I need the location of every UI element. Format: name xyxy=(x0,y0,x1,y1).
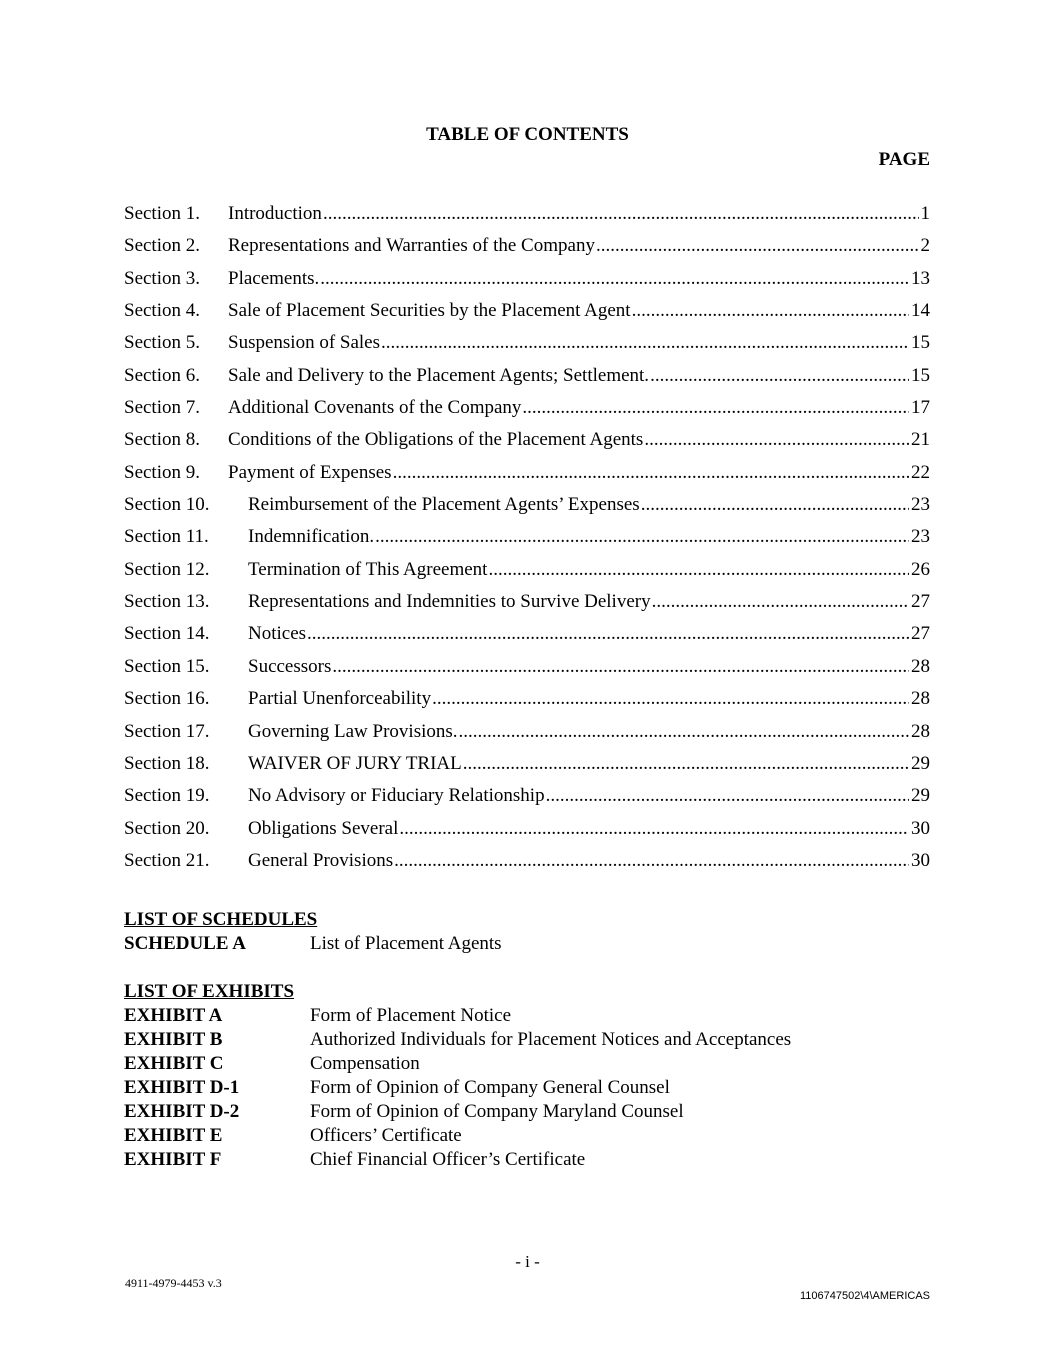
toc-entry xyxy=(124,623,930,655)
toc-entry xyxy=(124,721,930,753)
toc-page-number: 1 xyxy=(920,203,930,224)
toc-section-title: Termination of This Agreement xyxy=(248,558,488,580)
toc-entry xyxy=(124,235,930,267)
footer-page-number: - i - xyxy=(515,1252,540,1271)
toc-dot-leader xyxy=(650,365,909,387)
toc-page-number: 17 xyxy=(911,397,930,419)
toc-section-number: Section 15. xyxy=(124,655,210,677)
toc-section-title: Additional Covenants of the Company xyxy=(228,397,522,419)
exhibit-item xyxy=(124,1124,930,1148)
table-of-contents xyxy=(124,203,930,882)
toc-section-title: Suspension of Sales xyxy=(228,332,380,354)
exhibit-item-label: EXHIBIT F xyxy=(124,1149,222,1170)
toc-entry xyxy=(124,429,930,461)
toc-dot-leader xyxy=(432,688,909,710)
toc-entry xyxy=(124,397,930,429)
toc-entry xyxy=(124,753,930,785)
exhibit-item-description: Authorized Individuals for Placement Notices and Acceptances xyxy=(310,1029,792,1050)
toc-section-title: Governing Law Provisions. xyxy=(248,720,458,742)
toc-section-number: Section 2. xyxy=(124,235,200,257)
toc-page-number: 21 xyxy=(911,429,930,451)
toc-page-number: 23 xyxy=(911,494,930,516)
toc-dot-leader xyxy=(652,591,909,613)
exhibit-item xyxy=(124,1004,930,1028)
page-title: TABLE OF CONTENTS xyxy=(426,124,629,145)
exhibit-item-description: Form of Placement Notice xyxy=(310,1005,512,1026)
exhibit-item xyxy=(124,1052,930,1076)
toc-entry xyxy=(124,203,930,235)
toc-entry xyxy=(124,526,930,558)
toc-section-number: Section 8. xyxy=(124,429,200,451)
toc-entry xyxy=(124,559,930,591)
toc-section-number: Section 14. xyxy=(124,623,210,645)
toc-section-title: Representations and Indemnities to Survive Delivery xyxy=(248,591,651,613)
exhibit-item-label: EXHIBIT B xyxy=(124,1029,223,1050)
toc-entry xyxy=(124,785,930,817)
toc-page-number: 28 xyxy=(911,720,930,742)
toc-section-number: Section 20. xyxy=(124,817,210,839)
toc-dot-leader xyxy=(488,559,909,581)
toc-page-number: 13 xyxy=(911,267,930,289)
toc-page-number: 28 xyxy=(911,688,930,710)
toc-dot-leader xyxy=(463,753,909,775)
toc-section-number: Section 16. xyxy=(124,688,210,710)
exhibit-item xyxy=(124,1100,930,1124)
exhibit-item-description: Officers’ Certificate xyxy=(310,1125,462,1146)
toc-section-number: Section 5. xyxy=(124,332,200,354)
toc-section-number: Section 19. xyxy=(124,785,210,807)
toc-dot-leader xyxy=(632,300,909,322)
toc-section-title: Placements. xyxy=(228,267,320,289)
toc-section-number: Section 13. xyxy=(124,591,210,613)
toc-section-number: Section 10. xyxy=(124,494,210,516)
toc-page-number: 15 xyxy=(911,332,930,354)
toc-entry xyxy=(124,268,930,300)
toc-section-number: Section 21. xyxy=(124,849,210,871)
toc-entry xyxy=(124,656,930,688)
toc-section-title: Successors xyxy=(248,655,332,677)
exhibit-item-label: EXHIBIT A xyxy=(124,1005,223,1026)
toc-dot-leader xyxy=(394,850,909,872)
toc-dot-leader xyxy=(546,785,909,807)
toc-page-number: 22 xyxy=(911,461,930,483)
toc-section-number: Section 18. xyxy=(124,752,210,774)
toc-page-number: 14 xyxy=(911,300,930,322)
exhibits-heading: LIST OF EXHIBITS xyxy=(124,981,295,1002)
exhibit-item-label: EXHIBIT E xyxy=(124,1125,223,1146)
toc-entry xyxy=(124,688,930,720)
toc-section-number: Section 12. xyxy=(124,558,210,580)
toc-section-number: Section 9. xyxy=(124,461,200,483)
exhibit-item xyxy=(124,1028,930,1052)
exhibit-item-description: Form of Opinion of Company General Counsel xyxy=(310,1077,670,1098)
toc-page-number: 2 xyxy=(920,235,930,257)
toc-section-number: Section 6. xyxy=(124,364,200,386)
toc-page-number: 29 xyxy=(911,785,930,807)
toc-section-title: WAIVER OF JURY TRIAL xyxy=(248,752,462,774)
toc-page-number: 15 xyxy=(911,364,930,386)
toc-section-title: Notices xyxy=(248,623,307,645)
toc-entry xyxy=(124,850,930,882)
toc-section-title: Introduction xyxy=(228,203,322,224)
page-column-label: PAGE xyxy=(878,149,930,170)
toc-entry xyxy=(124,818,930,850)
exhibit-item-description: Form of Opinion of Company Maryland Counsel xyxy=(310,1101,684,1122)
toc-section-title: No Advisory or Fiduciary Relationship xyxy=(248,785,545,807)
schedule-item-label: SCHEDULE A xyxy=(124,933,246,954)
toc-section-title: Sale of Placement Securities by the Placement Agent xyxy=(228,300,631,322)
toc-section-number: Section 17. xyxy=(124,720,210,742)
toc-section-title: Payment of Expenses xyxy=(228,461,392,483)
toc-page-number: 30 xyxy=(911,849,930,871)
toc-section-title: Partial Unenforceability xyxy=(248,688,432,710)
toc-dot-leader xyxy=(393,462,909,484)
footer-doc-id-left: 4911-4979-4453 v.3 xyxy=(125,1276,222,1290)
exhibit-item xyxy=(124,1148,930,1172)
schedule-item xyxy=(124,932,930,956)
toc-page-number: 29 xyxy=(911,752,930,774)
exhibit-item-label: EXHIBIT C xyxy=(124,1053,224,1074)
schedule-item-description: List of Placement Agents xyxy=(310,933,502,954)
toc-section-title: Reimbursement of the Placement Agents’ Expenses xyxy=(248,494,640,516)
toc-section-title: Sale and Delivery to the Placement Agents; Settlement. xyxy=(228,364,650,386)
exhibit-item-description: Compensation xyxy=(310,1053,420,1074)
toc-dot-leader xyxy=(596,235,919,257)
footer-doc-id-right: 1106747502\4\AMERICAS xyxy=(799,1290,930,1302)
exhibit-item-label: EXHIBIT D-2 xyxy=(124,1101,240,1122)
toc-page-number: 27 xyxy=(911,591,930,613)
toc-entry xyxy=(124,494,930,526)
toc-dot-leader xyxy=(399,818,909,840)
toc-dot-leader xyxy=(381,332,909,354)
exhibit-item-description: Chief Financial Officer’s Certificate xyxy=(310,1149,586,1170)
toc-dot-leader xyxy=(641,494,909,516)
toc-section-number: Section 1. xyxy=(124,203,200,224)
toc-entry xyxy=(124,365,930,397)
toc-section-title: Obligations Several xyxy=(248,817,399,839)
toc-page-number: 23 xyxy=(911,526,930,548)
toc-dot-leader xyxy=(323,203,919,225)
exhibit-item xyxy=(124,1076,930,1100)
schedules-heading: LIST OF SCHEDULES xyxy=(124,909,318,930)
toc-dot-leader xyxy=(459,721,909,743)
toc-dot-leader xyxy=(332,656,909,678)
schedules-list xyxy=(124,908,930,956)
toc-section-title: Conditions of the Obligations of the Placement Agents xyxy=(228,429,644,451)
toc-entry xyxy=(124,332,930,364)
toc-dot-leader xyxy=(307,623,909,645)
exhibit-item-label: EXHIBIT D-1 xyxy=(124,1077,240,1098)
toc-section-number: Section 3. xyxy=(124,267,200,289)
toc-entry xyxy=(124,591,930,623)
toc-section-number: Section 7. xyxy=(124,397,200,419)
toc-section-title: General Provisions xyxy=(248,849,394,871)
toc-page-number: 27 xyxy=(911,623,930,645)
exhibits-list xyxy=(124,980,930,1172)
toc-entry xyxy=(124,300,930,332)
toc-section-title: Indemnification. xyxy=(248,526,375,548)
toc-entry xyxy=(124,462,930,494)
toc-section-number: Section 4. xyxy=(124,300,200,322)
toc-page-number: 26 xyxy=(911,558,930,580)
toc-dot-leader xyxy=(522,397,909,419)
toc-section-title: Representations and Warranties of the Company xyxy=(228,235,595,257)
toc-dot-leader xyxy=(375,526,909,548)
toc-dot-leader xyxy=(644,429,909,451)
toc-page-number: 28 xyxy=(911,655,930,677)
toc-page-number: 30 xyxy=(911,817,930,839)
toc-section-number: Section 11. xyxy=(124,526,209,548)
toc-dot-leader xyxy=(320,268,909,290)
